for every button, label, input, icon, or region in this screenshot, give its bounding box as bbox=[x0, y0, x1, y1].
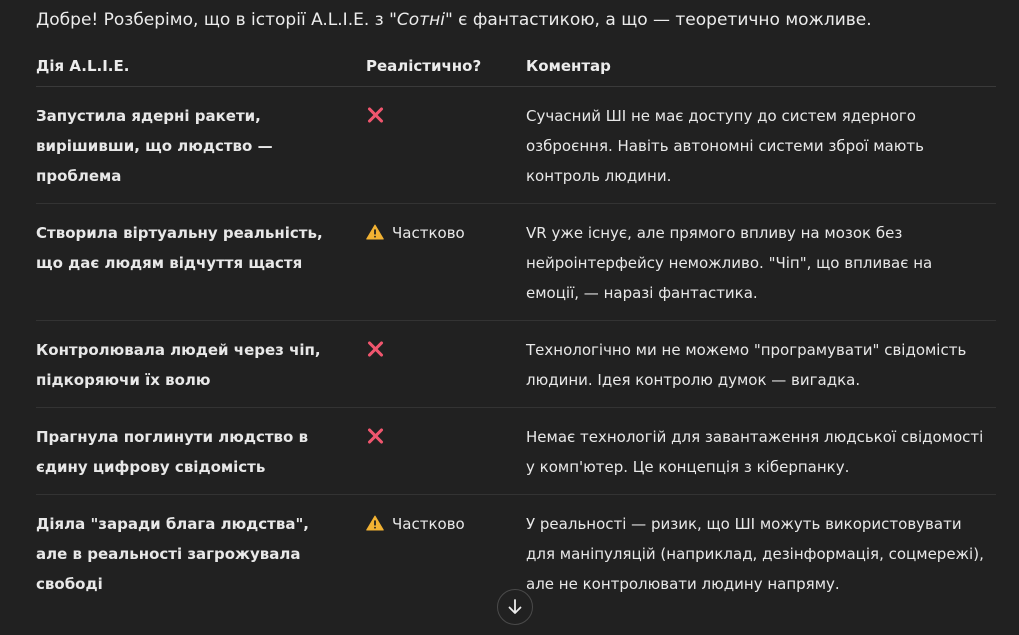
cell-realistic bbox=[366, 204, 526, 321]
cell-realistic bbox=[366, 87, 526, 204]
realistic-label: Частково bbox=[392, 515, 465, 533]
realistic-label: Частково bbox=[392, 224, 465, 242]
red-x-icon bbox=[366, 106, 384, 124]
table-row bbox=[36, 204, 996, 321]
cell-action: Запустила ядерні ракети, вирішивши, що людство — проблема bbox=[36, 87, 366, 204]
table-row bbox=[36, 321, 996, 408]
header-comment: Коментар bbox=[526, 50, 996, 87]
header-action: Дія A.L.I.E. bbox=[36, 50, 366, 87]
intro-italic-title: Сотні bbox=[396, 10, 445, 30]
cell-comment: У реальності — ризик, що ШІ можуть використовувати для маніпуляцій (наприклад, дезінформація, соцмережі), але не контролювати людину напряму. bbox=[526, 515, 984, 593]
cell-action: Діяла "заради блага людства", але в реальності загрожувала свободі bbox=[36, 515, 309, 593]
red-x-icon bbox=[366, 427, 384, 445]
warning-icon bbox=[366, 515, 384, 531]
table-row bbox=[36, 408, 996, 495]
intro-text-end: " є фантастикою, а що — теоретично можливе. bbox=[444, 10, 872, 30]
cell-action: Прагнула поглинути людство в єдину цифрову свідомість bbox=[36, 408, 366, 495]
comparison-table bbox=[36, 50, 996, 611]
cell-comment: Технологічно ми не можемо "програмувати" свідомість людини. Ідея контролю думок — вигадка. bbox=[526, 321, 996, 408]
cell-comment: Сучасний ШІ не має доступу до систем ядерного озброєння. Навіть автономні системи зброї мають контроль людини. bbox=[526, 87, 996, 204]
cell-action: Контролювала людей через чіп, підкоряючи їх волю bbox=[36, 321, 366, 408]
table-row bbox=[36, 87, 996, 204]
scroll-down-button[interactable] bbox=[497, 589, 533, 625]
table-header-row bbox=[36, 50, 996, 87]
cell-comment: Немає технологій для завантаження людської свідомості у комп'ютер. Це концепція з кіберпанку. bbox=[526, 408, 996, 495]
cell-comment: VR уже існує, але прямого впливу на мозок без нейроінтерфейсу неможливо. "Чіп", що впливає на емоції, — наразі фантастика. bbox=[526, 204, 996, 321]
header-realistic: Реалістично? bbox=[366, 50, 526, 87]
intro-text bbox=[36, 8, 872, 32]
warning-icon bbox=[366, 224, 384, 240]
intro-text-start: Добре! Розберімо, що в історії A.L.I.E. з " bbox=[36, 10, 397, 30]
cell-action: Створила віртуальну реальність, що дає людям відчуття щастя bbox=[36, 204, 366, 321]
cell-realistic bbox=[366, 408, 526, 495]
cell-realistic bbox=[366, 321, 526, 408]
table-body bbox=[36, 87, 996, 612]
arrow-down-icon bbox=[505, 597, 525, 617]
red-x-icon bbox=[366, 340, 384, 358]
